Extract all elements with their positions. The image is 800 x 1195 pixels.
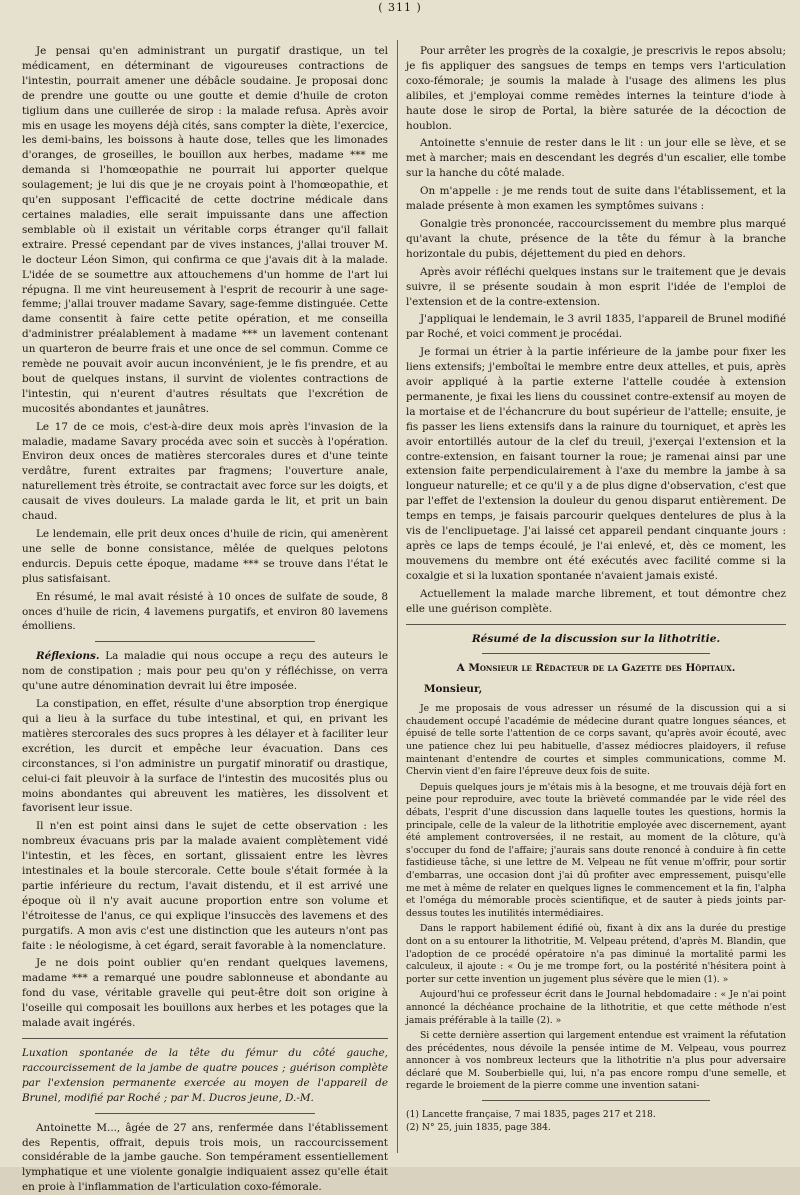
paragraph: Dans le rapport habilement édifié où, fixant à dix ans la durée du prestige dont on a su entourer la lithotritie, M. Velpeau prétend, d'après M. Blandin, que l'adoption de ce procédé opératoire n'a pas diminué la mortalité parmi les calculeux, il ajoute : « Ou je me trompe fort, ou la postérité n'hésitera point à porter sur cette invention un jugement plus sévère que le mien (1). » [406,923,786,985]
section-divider [22,1038,388,1039]
paragraph: Je me proposais de vous adresser un résumé de la discussion qui a si chaudement occupé l'académie de médecine durant quatre longues séances, et épuisé de telle sorte l'attention de ce corps savant, qu'après avoir écouté, avec une patience chez lui peu habituelle, d'assez médiocres plaidoyers, il refuse maintenant d'entendre de courtes et simples communications, comme M. Chervin vient d'en faire l'épreuve deux fois de suite. [406,703,786,778]
footnote: (1) Lancette française, 7 mai 1835, pages 217 et 218. [406,1109,656,1121]
footnote: (2) N° 25, juin 1835, page 384. [406,1122,551,1134]
section-divider [95,641,315,642]
paragraph: On m'appelle : je me rends tout de suite dans l'établissement, et la malade présente à mon examen les symptômes suivans : [406,185,786,213]
reflexions-text: La maladie qui nous occupe a reçu des auteurs le nom de constipation ; mais pour peu qu'on y réfléchisse, on verra qu'une autre dénomination devrait lui être imposée. [22,650,388,693]
reflexions-label: Réflexions. [36,650,100,663]
paragraph: Antoinette M..., âgée de 27 ans, renfermée dans l'établissement des Repentis, offrait, depuis trois mois, un raccourcissement considérable de la jambe gauche. Son tempérament essentiellement lymphatique et une violente gonalgie indiquaient assez qu'elle était en proie à l'inflammation de l'articulation coxo-fémorale. [22,1121,388,1194]
section-title-resume: Résumé de la discussion sur la lithotritie. [471,632,721,645]
column-divider [397,40,398,1153]
left-column [22,44,388,1194]
paragraph: Gonalgie très prononcée, raccourcissement du membre plus marqué qu'avant la chute, présence de la tête du fémur à la branche horizontale du pubis, déjettement du pied en dehors. [406,217,786,260]
paragraph: Depuis quelques jours je m'étais mis à la besogne, et me trouvais déjà fort en peine pour reproduire, avec toute la brièveté commandée par le vide réel des débats, l'esprit d'une discussion dans laquelle toutes les questions, hormis la principale, celle de la valeur de la lithotritie employée avec discernement, ayant été amplement controversées, il ne restait, au moment de la clôture, qu'à s'occuper du fond de l'affaire; j'aurais sans doute renoncé à conduire à fin cette fastidieuse tâche, si une lettre de M. Velpeau ne fût venue m'offrir, pour sortir d'embarras, une occasion dont j'ai dû profiter avec empressement, puisqu'elle me met à même de relater en quelques lignes le commencement et la fin, l'alpha et l'oméga du mémorable procès scientifique, et de sauter à pieds joints par-dessus toutes les inutilités intermédiaires. [406,781,786,919]
paragraph: Je pensai qu'en administrant un purgatif drastique, un tel médicament, en déterminant de vigoureuses contractions de l'intestin, pourrait amener une débâcle soudaine. Je proposai donc de prendre une goutte ou une goutte et demie d'huile de croton tiglium dans une cuillerée de sirop : la malade refusa. Après avoir mis en usage les moyens déjà cités, sans compter la diète, l'exercice, les demi-bains, les boissons à haute dose, telles que les limonades d'oranges, de groseilles, le bouillon aux herbes, madame *** me demanda si l'homœopathie ne pourrait lui apporter quelque soulagement; je lui dis que je ne croyais point à l'homœopathie, et qu'en supposant l'efficacité de cette doctrine médicale dans certaines maladies, elle serait impuissante dans une affection semblable où il existait un véritable corps étranger qu'il fallait extraire. Pressé cependant par de vives instances, j'allai trouver M. le docteur Léon Simon, qui confirma ce que j'avais dit à la malade. L'idée de se soumettre aux attouchemens d'un homme de l'art lui répugna. Il me vint heureusement à l'esprit de recourir à une sage-femme; j'allai trouver madame Savary, sage-femme distinguée. Cette dame consentit à faire cette petite opération, et me conseilla d'administrer préalablement à madame *** un lavement contenant un quarteron de beurre frais et une once de sel commun. Comme ce remède ne pouvait avoir aucun inconvénient, je le fis prendre, et au bout de quelques instans, il survint de violentes contractions de l'intestin, qui n'eurent d'autres résultats que l'excrétion de mucosités abondantes et jaunâtres. [22,45,388,415]
paragraph: Je ne dois point oublier qu'en rendant quelques lavemens, madame *** a remarqué une poudre sablonneuse et abondante au fond du vase, véritable gravelle qui peut-être doit son origine à l'oseille qui composait les bouillons aux herbes et les potages que la malade avait ingérés. [22,957,388,1030]
page-number: ( 311 ) [378,0,422,14]
footnote-divider [482,1100,710,1101]
letter-address: A Monsieur le Rédacteur de la Gazette des Hôpitaux. [456,662,736,675]
letter-salutation: Monsieur, [424,683,483,696]
letter-body [406,703,786,1093]
paragraph: Le 17 de ce mois, c'est-à-dire deux mois après l'invasion de la maladie, madame Savary procéda avec soin et succès à l'opération. Environ deux onces de matières stercorales dures et d'une teinte verdâtre, furent extraites par fragmens; l'ouverture anale, naturellement très étroite, se contractait avec force sur les doigts, et causait de vives douleurs. La malade garda le lit, et prit un bain chaud. [22,420,388,523]
page-header [0,0,800,14]
paragraph: Le lendemain, elle prit deux onces d'huile de ricin, qui amenèrent une selle de bonne consistance, mêlée de quelques pelotons endurcis. Depuis cette époque, madame *** se trouve dans l'état le plus satisfaisant. [22,528,388,585]
paragraph: Actuellement la malade marche librement, et tout démontre chez elle une guérison complète. [406,587,786,615]
article-title-luxation: Luxation spontanée de la tête du fémur du côté gauche, raccourcissement de la jambe de quatre pouces ; guérison complète par l'extension permanente exercée au moyen de l'appareil de Brunel, modifié par Roché ; par M. Ducros jeune, D.-M. [22,1047,388,1104]
paragraph: Je formai un étrier à la partie inférieure de la jambe pour fixer les liens extensifs; j'emboîtai le membre entre deux attelles, et puis, après avoir appliqué à la partie externe l'attelle coudée à extension permanente, je fixai les liens du coussinet contre-extensif au moyen de la mortaise et de l'échancrure du bout supérieur de l'attelle; ensuite, je fis passer les liens extensifs dans la rainure du tourniquet, et après les avoir entortillés autour de la clef du treuil, j'exerçai l'extension et la contre-extension, en faisant tourner la roue; je ramenai ainsi par une extension faite perpendiculairement à l'axe du membre la jambe à sa longueur naturelle; et ce qu'il y a de plus digne d'observation, c'est que par l'effet de l'extension la douleur du genou disparut entièrement. De temps en temps, je faisais parcourir quelques dentelures de plus à la vis de l'enclipuetage. J'ai laissé cet appareil pendant cinquante jours : après ce laps de temps écoulé, je l'ai enlevé, et, dès ce moment, les mouvemens du membre ont été exécutés avec facilité comme si la coxalgie et si la luxation spontanée n'avaient jamais existé. [406,346,786,582]
paragraph: Antoinette s'ennuie de rester dans le lit : un jour elle se lève, et se met à marcher; mais en descendant les degrés d'un escalier, elle tombe sur la hanche du côté malade. [406,137,786,180]
paragraph: Il n'en est point ainsi dans le sujet de cette observation : les nombreux évacuans pris par la malade avaient complètement vidé l'intestin, et les fèces, en sortant, glissaient entre les lèvres intestinales et la boule stercorale. Cette boule s'était formée à la partie inférieure du rectum, l'avait distendu, et il est arrivé une époque où il n'y avait aucune proportion entre son volume et l'étroitesse de l'anus, ce qui explique l'insuccès des lavemens et des purgatifs. A mon avis c'est une distinction que les auteurs n'ont pas faite : le néologisme, à cet égard, serait favorable à la nomenclature. [22,820,388,952]
section-divider [406,624,786,625]
paragraph: En résumé, le mal avait résisté à 10 onces de sulfate de soude, 8 onces d'huile de ricin, 4 lavemens purgatifs, et environ 80 lavemens émolliens. [22,590,388,633]
paragraph: Après avoir réfléchi quelques instans sur le traitement que je devais suivre, il se présente soudain à mon esprit l'idée de l'emploi de l'extension et de la contre-extension. [406,265,786,308]
paragraph: Pour arrêter les progrès de la coxalgie, je prescrivis le repos absolu; je fis appliquer des sangsues de temps en temps vers l'articulation coxo-fémorale; je soumis la malade à l'usage des alimens les plus alibiles, et j'employai comme remèdes internes la teinture d'iode à haute dose le sirop de Portal, la bière saturée de la décoction de houblon. [406,45,786,132]
right-column [406,44,786,1157]
section-divider [482,653,710,654]
footnotes [406,1108,786,1134]
paragraph: Si cette dernière assertion qui largement entendue est vraiment la réfutation des précédentes, nous dévoile la pensée intime de M. Velpeau, vous pourrez annoncer à vos nombreux lecteurs que la lithotritie n'a plus pour adversaire déclaré que M. Souberbielle qui, lui, n'a pas encore rompu d'une semelle, et regarde le broiement de la pierre comme une invention satani- [406,1030,786,1092]
section-divider [95,1113,315,1114]
reflexions-paragraph [22,649,388,694]
paragraph: Aujourd'hui ce professeur écrit dans le Journal hebdomadaire : « Je n'ai point annoncé la déchéance prochaine de la lithotritie, et que cette méthode n'est jamais préférable à la taille (2). » [406,989,786,1026]
paragraph: J'appliquai le lendemain, le 3 avril 1835, l'appareil de Brunel modifié par Roché, et voici comment je procédai. [406,313,786,341]
paragraph: La constipation, en effet, résulte d'une absorption trop énergique qui a lieu à la surface du tube intestinal, et qui, en privant les matières stercorales des sucs propres à les délayer et à faciliter leur excrétion, les durcit et empêche leur évacuation. Dans ces circonstances, si l'on administre un purgatif minoratif ou drastique, celui-ci fait pleuvoir à la surface de l'intestin des mucosités plus ou moins abondantes qui abreuvent les matières, les dissolvent et favorisent leur issue. [22,698,388,815]
